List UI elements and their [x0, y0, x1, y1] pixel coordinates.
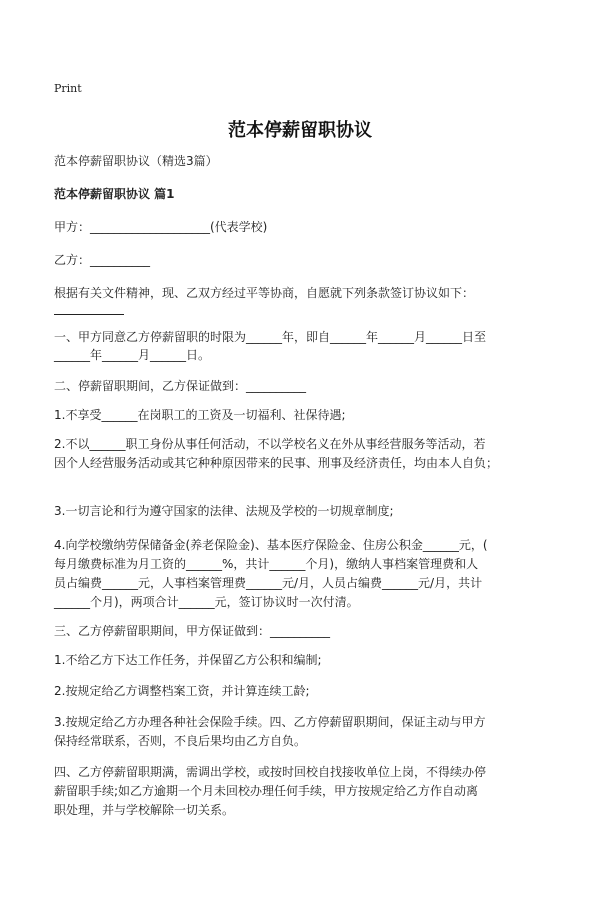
party-a-line: 甲方：____________________(代表学校) — [54, 220, 268, 234]
separator-line — [54, 314, 124, 315]
print-link[interactable]: Print — [54, 82, 82, 95]
clause-1-line-1: 一、甲方同意乙方停薪留职的时限为______年，即自______年______月______日至 — [54, 330, 487, 344]
clause-1-line-2: ______年______月______日。 — [54, 348, 211, 362]
clause-3-item-1: 1.不给乙方下达工作任务，并保留乙方公积和编制; — [54, 653, 322, 667]
clause-2-item-4-line-4: ______个月)，两项合计______元，签订协议时一次付清。 — [54, 595, 359, 609]
clause-2-item-1: 1.不享受______在岗职工的工资及一切福利、社保待遇; — [54, 408, 346, 422]
clause-2-item-2-line-2: 因个人经营服务活动或其它种种原因带来的民事、刑事及经济责任，均由本人自负； — [54, 456, 499, 470]
party-b-line: 乙方：__________ — [54, 253, 151, 267]
clause-2-heading: 二、停薪留职期间，乙方保证做到：__________ — [54, 379, 307, 393]
clause-4-line-1: 四、乙方停薪留职期满，需调出学校，或按时回校自找接收单位上岗，不得续办停 — [54, 765, 487, 779]
document-title: 范本停薪留职协议 — [228, 120, 372, 141]
preamble-line: 根据有关文件精神，现、乙双方经过平等协商，自愿就下列条款签订协议如下： — [54, 286, 475, 300]
clause-2-item-4-line-3: 员占编费______元，人事档案管理费______元/月，人员占编费______元/月，共计 — [54, 576, 483, 590]
clause-3-item-3-line-2: 保持经常联系，否则，不良后果均由乙方自负。 — [54, 734, 307, 748]
clause-2-item-3: 3.一切言论和行为遵守国家的法律、法规及学校的一切规章制度; — [54, 504, 394, 518]
clause-4-line-2: 薪留职手续;如乙方逾期一个月未回校办理任何手续，甲方按规定给乙方作自动离 — [54, 784, 479, 798]
clause-2-item-2-line-1: 2.不以______职工身份从事任何活动，不以学校名义在外从事经营服务等活动，若 — [54, 437, 486, 451]
document-subtitle: 范本停薪留职协议（精选3篇） — [54, 154, 218, 168]
clause-2-item-4-line-1: 4.向学校缴纳劳保储备金(养老保险金)、基本医疗保险金、住房公积金______元，( — [54, 538, 488, 552]
clause-2-item-4-line-2: 每月缴费标准为月工资的______%，共计______个月)，缴纳人事档案管理费和人 — [54, 557, 479, 571]
clause-4-line-3: 职处理，并与学校解除一切关系。 — [54, 803, 235, 817]
clause-3-heading: 三、乙方停薪留职期间，甲方保证做到：__________ — [54, 624, 331, 638]
section-heading: 范本停薪留职协议 篇1 — [54, 187, 175, 201]
clause-3-item-3-line-1: 3.按规定给乙方办理各种社会保险手续。四、乙方停薪留职期间，保证主动与甲方 — [54, 715, 486, 729]
clause-3-item-2: 2.按规定给乙方调整档案工资，并计算连续工龄; — [54, 684, 310, 698]
